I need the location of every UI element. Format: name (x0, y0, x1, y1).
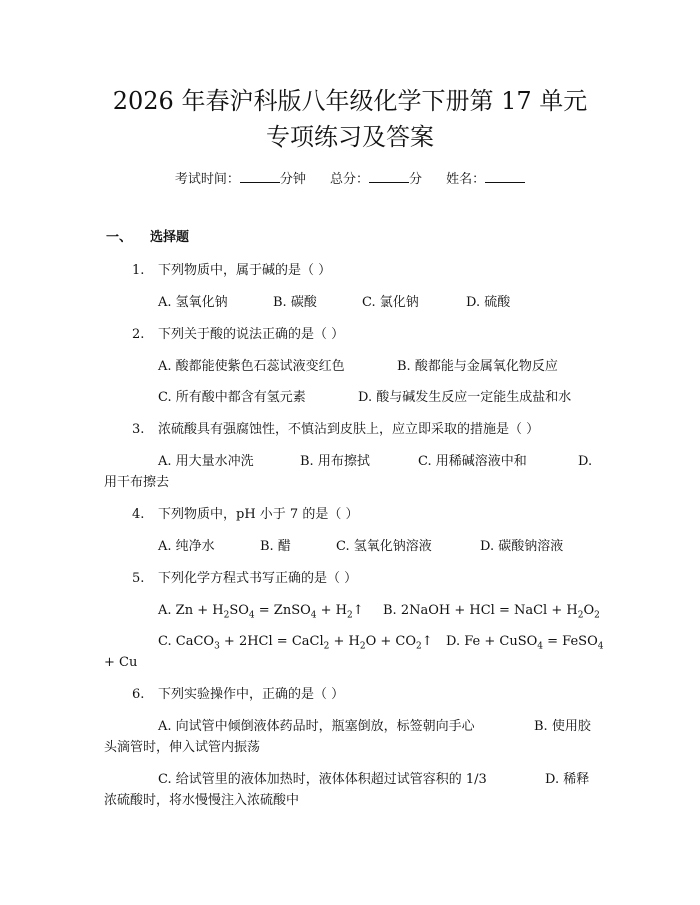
option-6b-cont: 头滴管时，伸入试管内振荡 (104, 740, 261, 755)
subscript: 4 (597, 641, 604, 652)
name-field (446, 170, 525, 189)
option-5a[interactable] (158, 602, 364, 620)
option-3a[interactable]: A. 用大量水冲洗 (158, 454, 254, 469)
subscript: 4 (248, 610, 255, 621)
formula-text: B. 2NaOH + HCl = NaCl + H (383, 603, 578, 618)
subscript: 2 (323, 641, 330, 652)
option-1d[interactable]: D. 硫酸 (466, 295, 511, 310)
subscript: 3 (214, 641, 220, 652)
question-text: 浓硫酸具有强腐蚀性，不慎沾到皮肤上，应立即采取的措施是（ ） (158, 422, 540, 437)
question-2 (132, 326, 344, 344)
question-4 (132, 506, 358, 524)
formula-text: D. Fe + CuSO (446, 634, 538, 649)
formula-text: Zn + H (175, 603, 224, 618)
section-number: 一、 (106, 230, 133, 245)
option-4c[interactable]: C. 氢氧化钠溶液 (336, 539, 432, 554)
option-2b[interactable]: B. 酸都能与金属氧化物反应 (397, 359, 558, 374)
subscript: 2 (594, 610, 600, 621)
option-4d[interactable]: D. 碳酸钠溶液 (480, 539, 564, 554)
question-text: 下列物质中，pH 小于 7 的是（ ） (158, 507, 359, 522)
exam-time-unit: 分钟 (279, 172, 306, 187)
option-5b[interactable] (383, 602, 600, 620)
question-number: 2. (132, 327, 145, 342)
option-6b[interactable]: B. 使用胶 (534, 719, 591, 734)
formula-text: O + CO (365, 634, 417, 649)
subscript: 4 (310, 610, 317, 621)
subscript: 2 (347, 610, 353, 621)
question-6 (132, 686, 344, 704)
question-number: 1. (132, 263, 145, 278)
option-4b[interactable]: B. 醋 (260, 539, 291, 554)
score-unit: 分 (409, 172, 423, 187)
formula-text: O (583, 603, 595, 618)
page-title-line1: 2026 年春沪科版八年级化学下册第 17 单元 (112, 87, 588, 115)
formula-text: C. CaCO (158, 634, 215, 649)
option-label: A. (158, 603, 172, 618)
subscript: 2 (359, 641, 366, 652)
option-3d-label[interactable]: D. (578, 454, 593, 469)
question-3 (132, 421, 539, 439)
subscript: 2 (223, 610, 230, 621)
option-3d-text: 用干布擦去 (104, 475, 170, 490)
option-1c[interactable]: C. 氯化钠 (362, 295, 419, 310)
formula-text: = FeSO (543, 634, 598, 649)
option-1b[interactable]: B. 碳酸 (273, 295, 317, 310)
score-label: 总分： (329, 172, 369, 187)
option-1a[interactable]: A. 氢氧化钠 (158, 295, 228, 310)
question-number: 3. (132, 422, 145, 437)
question-text: 下列实验操作中，正确的是（ ） (158, 687, 345, 702)
subscript: 2 (416, 641, 422, 652)
formula-text: + 2HCl = CaCl (219, 634, 324, 649)
subscript: 4 (537, 641, 544, 652)
formula-text: = ZnSO (254, 603, 311, 618)
option-6d-cont: 浓硫酸时，将水慢慢注入浓硫酸中 (104, 793, 300, 808)
gas-arrow-icon: ↑ (421, 634, 433, 649)
option-4a[interactable]: A. 纯净水 (158, 539, 215, 554)
option-5d[interactable] (446, 633, 603, 651)
formula-text: + H (329, 634, 360, 649)
formula-text: + H (316, 603, 347, 618)
option-6a[interactable]: A. 向试管中倾倒液体药品时，瓶塞倒放，标签朝向手心 (158, 719, 475, 734)
question-text: 下列关于酸的说法正确的是（ ） (158, 327, 345, 342)
exam-time-field (175, 170, 306, 189)
option-5c[interactable] (158, 633, 433, 651)
score-blank[interactable] (369, 170, 409, 183)
question-text: 下列化学方程式书写正确的是（ ） (158, 571, 358, 586)
exam-time-label: 考试时间： (174, 172, 240, 187)
score-field (330, 170, 422, 189)
subscript: 2 (577, 610, 584, 621)
question-number: 4. (132, 507, 145, 522)
option-6c[interactable]: C. 给试管里的液体加热时，液体体积超过试管容积的 1/3 (158, 772, 487, 787)
option-3b[interactable]: B. 用布擦拭 (300, 454, 370, 469)
name-blank[interactable] (485, 170, 525, 183)
question-number: 5. (132, 571, 145, 586)
option-6d[interactable]: D. 稀释 (545, 772, 590, 787)
option-5d-cont: + Cu (104, 655, 138, 670)
exam-info-bar (0, 170, 700, 189)
option-2a[interactable]: A. 酸都能使紫色石蕊试液变红色 (158, 359, 345, 374)
option-2d[interactable]: D. 酸与碱发生反应一定能生成盐和水 (358, 390, 572, 405)
question-text: 下列物质中，属于碱的是（ ） (158, 263, 332, 278)
question-number: 6. (132, 687, 145, 702)
gas-arrow-icon: ↑ (352, 603, 364, 618)
question-1 (132, 262, 331, 280)
option-2c[interactable]: C. 所有酸中都含有氢元素 (158, 390, 306, 405)
formula-text: SO (229, 603, 249, 618)
exam-time-blank[interactable] (240, 170, 280, 183)
section-title: 选择题 (150, 230, 190, 245)
name-label: 姓名： (446, 172, 486, 187)
question-5 (132, 570, 357, 588)
page-title-line2: 专项练习及答案 (266, 123, 434, 151)
section-heading (106, 229, 189, 247)
option-3c[interactable]: C. 用稀碱溶液中和 (418, 454, 527, 469)
